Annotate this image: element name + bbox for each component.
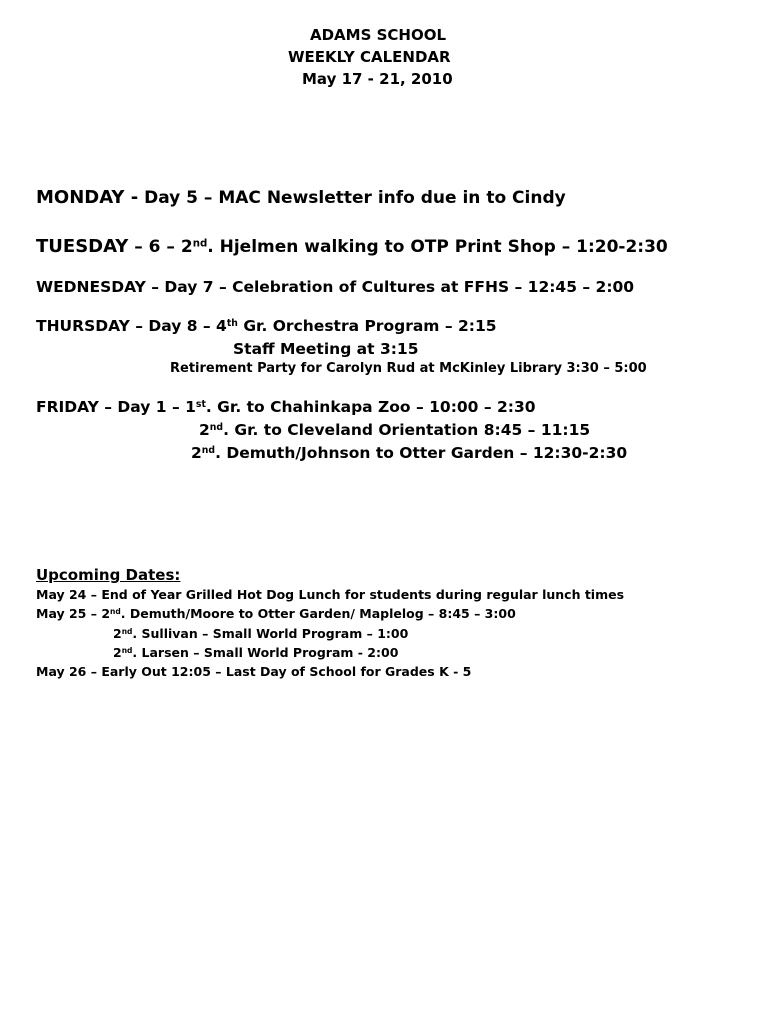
tuesday-sup: nd	[192, 238, 208, 250]
friday-l2-sup: nd	[209, 421, 224, 433]
friday-line-3	[191, 444, 627, 462]
upcoming-title: Upcoming Dates:	[36, 566, 181, 584]
upcoming-larsen	[113, 645, 398, 660]
wednesday-entry: WEDNESDAY – Day 7 – Celebration of Cultures at FFHS – 12:45 – 2:00	[36, 278, 635, 296]
school-name: ADAMS SCHOOL	[310, 26, 447, 44]
tuesday-label: TUESDAY	[36, 236, 129, 257]
upcoming-sullivan	[113, 626, 408, 641]
thursday-retirement-party: Retirement Party for Carolyn Rud at McKinley Library 3:30 – 5:00	[170, 361, 647, 376]
thursday-pre: THURSDAY – Day 8 – 4	[36, 317, 227, 335]
thursday-staff-meeting: Staff Meeting at 3:15	[233, 340, 419, 358]
larsen-pre: 2	[113, 645, 122, 660]
upcoming-may25	[36, 606, 516, 621]
tuesday-pre: – 6 – 2	[128, 237, 193, 257]
upcoming-may26: May 26 – Early Out 12:05 – Last Day of School for Grades K - 5	[36, 664, 472, 679]
may25-pre: May 25 – 2	[36, 606, 111, 621]
calendar-title: WEEKLY CALENDAR	[288, 48, 451, 66]
thursday-sup: th	[226, 317, 238, 329]
tuesday-entry	[36, 236, 668, 257]
week-dates: May 17 - 21, 2010	[302, 70, 453, 88]
friday-l3-pre: 2	[191, 444, 202, 462]
friday-l3-post: . Demuth/Johnson to Otter Garden – 12:30-2:30	[215, 444, 628, 462]
sullivan-post: . Sullivan – Small World Program – 1:00	[132, 626, 409, 641]
friday-post: . Gr. to Chahinkapa Zoo – 10:00 – 2:30	[205, 398, 536, 416]
upcoming-may24: May 24 – End of Year Grilled Hot Dog Lunch for students during regular lunch times	[36, 587, 625, 602]
friday-l2-pre: 2	[199, 421, 210, 439]
friday-line-2	[199, 421, 590, 439]
may25-post: . Demuth/Moore to Otter Garden/ Maplelog – 8:45 – 3:00	[120, 606, 516, 621]
monday-entry	[36, 187, 566, 208]
larsen-sup: nd	[121, 645, 133, 655]
may25-sup: nd	[110, 606, 121, 616]
friday-pre: FRIDAY – Day 1 – 1	[36, 398, 196, 416]
thursday-post: Gr. Orchestra Program – 2:15	[237, 317, 497, 335]
monday-text: Day 5 – MAC Newsletter info due in to Cindy	[138, 188, 566, 208]
monday-label: MONDAY -	[36, 187, 139, 208]
thursday-entry	[36, 317, 497, 335]
sullivan-pre: 2	[113, 626, 122, 641]
tuesday-post: . Hjelmen walking to OTP Print Shop – 1:20-2:30	[207, 237, 668, 257]
friday-sup: st	[195, 398, 206, 410]
friday-l3-sup: nd	[201, 444, 216, 456]
sullivan-sup: nd	[121, 626, 133, 636]
larsen-post: . Larsen – Small World Program - 2:00	[132, 645, 399, 660]
friday-l2-post: . Gr. to Cleveland Orientation 8:45 – 11:15	[223, 421, 591, 439]
friday-entry	[36, 398, 536, 416]
